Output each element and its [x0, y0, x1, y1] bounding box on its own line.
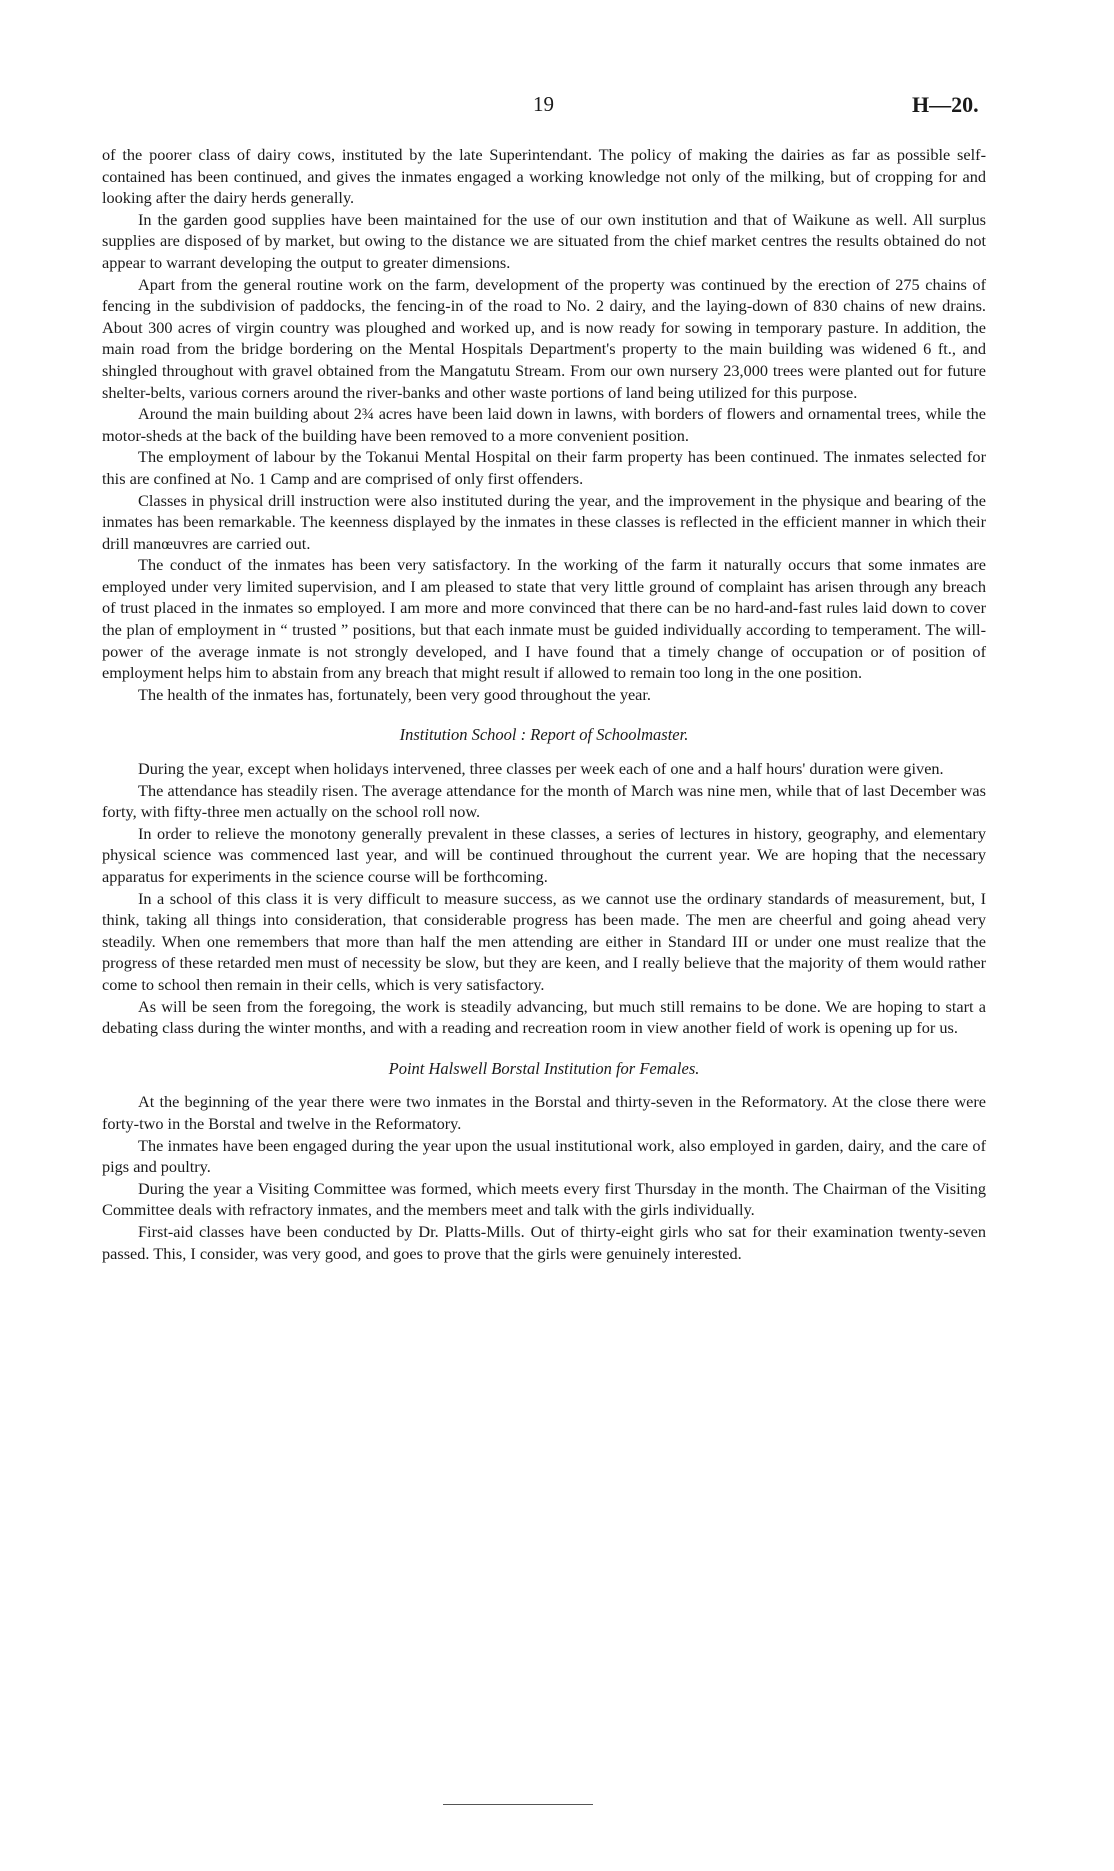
section-heading-institution-school: Institution School : Report of Schoolmaster.	[399, 725, 689, 745]
page-header	[0, 92, 1114, 122]
paragraph: During the year a Visiting Committee was formed, which meets every first Thursday in the month. The Chairman of the Visiting Committee deals with refractory inmates, and the members meet and talk with the girls individually.	[102, 1178, 986, 1220]
paragraph: The conduct of the inmates has been very satisfactory. In the working of the farm it naturally occurs that some inmates are employed under very limited supervision, and I am pleased to state that very little ground of complaint has arisen through any breach of trust placed in the inmates so employed. I am more and more convinced that there can be no hard-and-fast rules laid down to cover the plan of employment in “ trusted ” positions, but that each inmate must be guided individually according to temperament. The will-power of the average inmate is not strongly developed, and I have found that a timely change of occupation or of position of employment helps him to abstain from any breach that might result if allowed to remain too long in the one position.	[102, 555, 986, 683]
paragraph: The inmates have been engaged during the year upon the usual institutional work, also employed in garden, dairy, and the care of pigs and poultry.	[102, 1135, 986, 1177]
paragraph: In the garden good supplies have been maintained for the use of our own institution and that of Waikune as well. All surplus supplies are disposed of by market, but owing to the distance we are situated from the chief market centres the results obtained do not appear to warrant developing the output to greater dimensions.	[102, 209, 986, 272]
paragraph: In a school of this class it is very difficult to measure success, as we cannot use the ordinary standards of measurement, but, I think, taking all things into consideration, that considerable progress has been made. The men are cheerful and going ahead very steadily. When one remembers that more than half the men attending are either in Standard III or under one must realize that the progress of these retarded men must of necessity be slow, but they are keen, and I really believe that the majority of them would rather come to school then remain in their cells, which is very satisfactory.	[102, 888, 986, 994]
paragraph: Around the main building about 2¾ acres have been laid down in lawns, with borders of flowers and ornamental trees, while the motor-sheds at the back of the building have been removed to a more convenient position.	[102, 404, 986, 445]
document-body	[102, 144, 986, 1264]
paragraph: of the poorer class of dairy cows, instituted by the late Superintendant. The policy of making the dairies as far as possible self-contained has been continued, and gives the inmates engaged a working knowledge not only of the milking, but of cropping for and looking after the dairy herds generally.	[102, 145, 986, 208]
document-reference: H—20.	[912, 92, 979, 117]
paragraph: Apart from the general routine work on the farm, development of the property was continued by the erection of 275 chains of fencing in the subdivision of paddocks, the fencing-in of the road to No. 2 dairy, and the laying-down of 830 chains of new drains. About 300 acres of virgin country was ploughed and worked up, and is now ready for sowing in temporary pasture. In addition, the main road from the bridge bordering on the Mental Hospitals Department's property to the main building was widened 6 ft., and shingled throughout with gravel obtained from the Mangatutu Stream. From our own nursery 23,000 trees were planted out for future shelter-belts, various corners around the river-banks and other waste portions of land being utilized for this purpose.	[102, 274, 986, 402]
paragraph: The attendance has steadily risen. The average attendance for the month of March was nine men, while that of last December was forty, with fifty-three men actually on the school roll now.	[102, 780, 986, 822]
end-divider-rule	[443, 1804, 593, 1805]
page-number: 19	[533, 92, 554, 116]
section-heading-point-halswell: Point Halswell Borstal Institution for Females.	[388, 1058, 700, 1078]
paragraph: As will be seen from the foregoing, the work is steadily advancing, but much still remains to be done. We are hoping to start a debating class during the winter months, and with a reading and recreation room in view another field of work is opening up for us.	[102, 996, 986, 1038]
paragraph: First-aid classes have been conducted by Dr. Platts-Mills. Out of thirty-eight girls who sat for their examination twenty-seven passed. This, I consider, was very good, and goes to prove that the girls were genuinely interested.	[102, 1221, 986, 1263]
paragraph: In order to relieve the monotony generally prevalent in these classes, a series of lectures in history, geography, and elementary physical science was commenced last year, and will be continued throughout the current year. We are hoping that the necessary apparatus for experiments in the science course will be forthcoming.	[102, 823, 986, 886]
paragraph: The employment of labour by the Tokanui Mental Hospital on their farm property has been continued. The inmates selected for this are confined at No. 1 Camp and are comprised of only first offenders.	[102, 447, 986, 488]
paragraph: The health of the inmates has, fortunately, been very good throughout the year.	[138, 684, 652, 704]
paragraph: During the year, except when holidays intervened, three classes per week each of one and a half hours' duration were given.	[138, 759, 944, 779]
paragraph: At the beginning of the year there were two inmates in the Borstal and thirty-seven in the Reformatory. At the close there were forty-two in the Borstal and twelve in the Reformatory.	[102, 1092, 986, 1133]
paragraph: Classes in physical drill instruction were also instituted during the year, and the improvement in the physique and bearing of the inmates has been remarkable. The keenness displayed by the inmates in these classes is reflected in the efficient manner in which their drill manœuvres are carried out.	[102, 490, 986, 553]
